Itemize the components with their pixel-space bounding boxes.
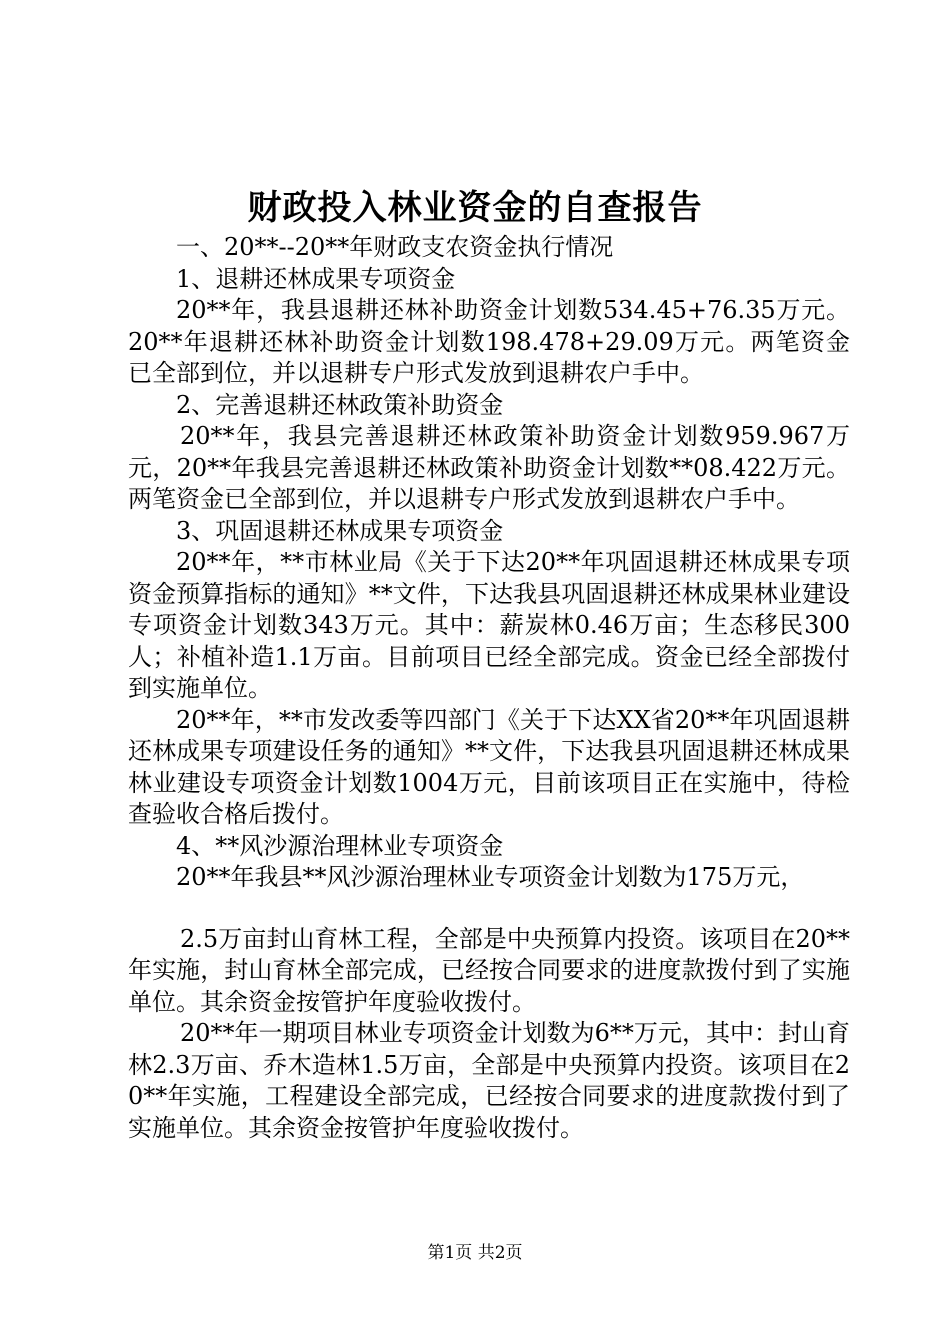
paragraph-3: 20**年，**市林业局《关于下达20**年巩固退耕还林成果专项资金预算指标的通知》**文件，下达我县巩固退耕还林成果林业建设专项资金计划数343万元。其中：薪炭林0.46万亩；生态移民300人；补植补造1.1万亩。目前项目已经全部完成。资金已经全部拨付到实施单位。 — [128, 548, 850, 702]
paragraph-2: 20**年，我县完善退耕还林政策补助资金计划数959.967万元，20**年我县完善退耕还林政策补助资金计划数**08.422万元。两笔资金已全部到位，并以退耕专户形式发放到退耕农户手中。 — [128, 422, 850, 513]
document-title: 财政投入林业资金的自查报告 — [247, 188, 703, 228]
page-number-footer: 第1页 共2页 — [427, 1243, 523, 1263]
subsection-heading-2: 2、完善退耕还林政策补助资金 — [176, 390, 504, 419]
document-body — [128, 232, 850, 1144]
paragraph-7: 20**年一期项目林业专项资金计划数为6**万元，其中：封山育林2.3万亩、乔木造林1.5万亩，全部是中央预算内投资。该项目在20**年实施，工程建设全部完成，已经按合同要求的进度款拨付到了实施单位。其余资金按管护年度验收拨付。 — [128, 1019, 850, 1142]
subsection-heading-1: 1、退耕还林成果专项资金 — [176, 264, 456, 293]
paragraph-5: 20**年我县**风沙源治理林业专项资金计划数为175万元， — [176, 863, 805, 891]
paragraph-6: 2.5万亩封山育林工程，全部是中央预算内投资。该项目在20**年实施，封山育林全部完成，已经按合同要求的进度款拨付到了实施单位。其余资金按管护年度验收拨付。 — [128, 924, 850, 1016]
subsection-heading-3: 3、巩固退耕还林成果专项资金 — [176, 516, 504, 545]
subsection-heading-4: 4、**风沙源治理林业专项资金 — [176, 831, 504, 860]
section-heading-1: 一、20**--20**年财政支农资金执行情况 — [176, 233, 614, 261]
paragraph-4: 20**年，**市发改委等四部门《关于下达XX省20**年巩固退耕还林成果专项建设任务的通知》**文件，下达我县巩固退耕还林成果林业建设专项资金计划数1004万元，目前该项目正在实施中，待检查验收合格后拨付。 — [128, 705, 850, 828]
paragraph-gap — [128, 894, 850, 924]
paragraph-1: 20**年，我县退耕还林补助资金计划数534.45+76.35万元。20**年退耕还林补助资金计划数198.478+29.09万元。两笔资金已全部到位，并以退耕专户形式发放到退耕农户手中。 — [128, 296, 850, 387]
